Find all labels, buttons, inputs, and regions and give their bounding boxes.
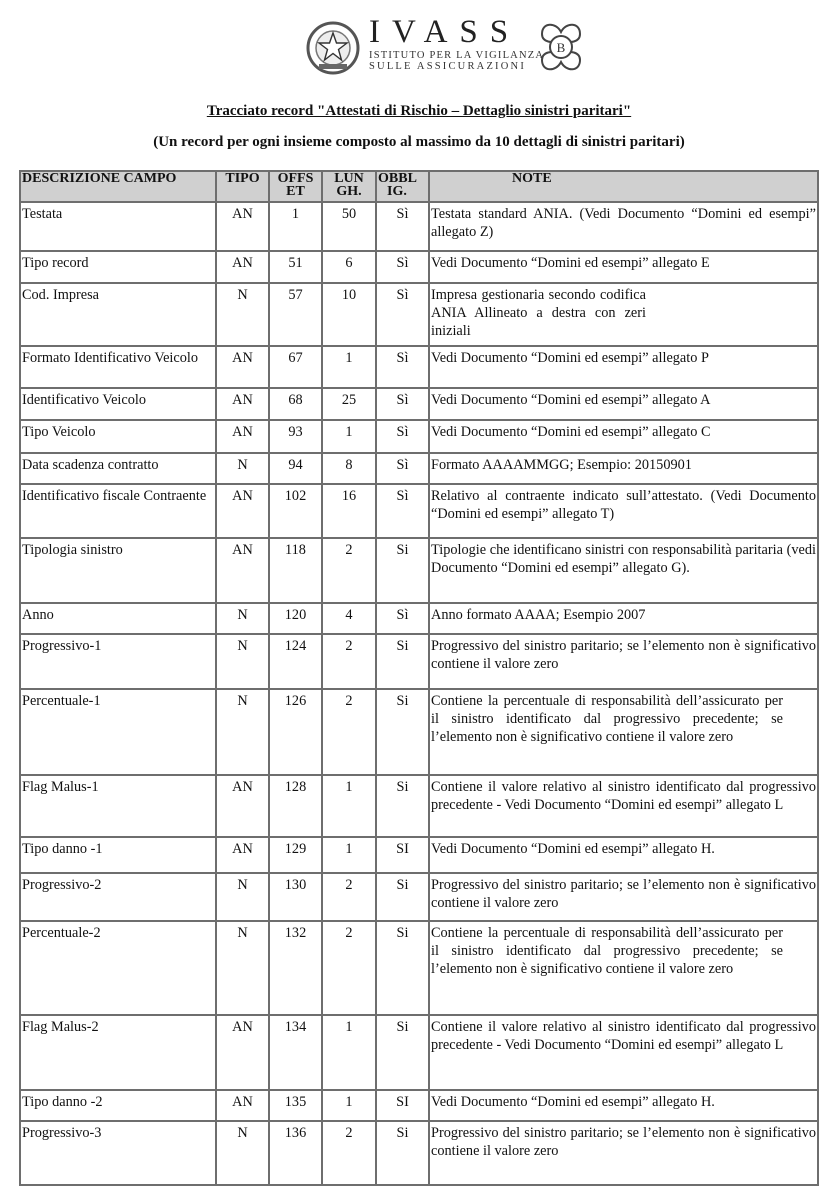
cell-tipo: AN (216, 484, 269, 538)
ivass-logo (305, 14, 566, 80)
cell-offset: 94 (269, 453, 322, 484)
note-text: Contiene la percentuale di responsabilità dell’assicurato per il sinistro identificato dal progressivo precedente; se l’elemento non è significativo contiene il valore zero (431, 925, 783, 977)
cell-tipo: AN (216, 775, 269, 837)
cell-obbligatorio: Sì (376, 484, 429, 538)
cell-tipo: AN (216, 420, 269, 453)
cell-tipo: N (216, 921, 269, 1015)
cell-note (429, 251, 818, 283)
table-row (20, 775, 818, 837)
cell-tipo: N (216, 873, 269, 921)
cell-obbligatorio: Si (376, 775, 429, 837)
cell-tipo: N (216, 283, 269, 346)
table-row (20, 346, 818, 388)
cell-tipo: AN (216, 202, 269, 251)
cell-note (429, 921, 818, 1015)
cell-offset: 67 (269, 346, 322, 388)
cell-tipo: AN (216, 837, 269, 873)
cell-note (429, 1015, 818, 1090)
cell-descrizione: Flag Malus-2 (20, 1015, 216, 1090)
cell-descrizione: Progressivo-2 (20, 873, 216, 921)
cell-obbligatorio: Sì (376, 453, 429, 484)
cell-note (429, 1121, 818, 1185)
cell-offset: 93 (269, 420, 322, 453)
cell-offset: 120 (269, 603, 322, 634)
cell-obbligatorio: Sì (376, 202, 429, 251)
cell-descrizione: Cod. Impresa (20, 283, 216, 346)
cell-obbligatorio: SI (376, 1090, 429, 1121)
cell-descrizione: Progressivo-3 (20, 1121, 216, 1185)
cell-lunghezza: 2 (322, 921, 376, 1015)
table-header-row (20, 171, 818, 202)
note-text: Progressivo del sinistro paritario; se l’elemento non è significativo contiene il valore zero (431, 877, 816, 911)
cell-descrizione: Tipo Veicolo (20, 420, 216, 453)
cell-offset: 57 (269, 283, 322, 346)
cell-lunghezza: 50 (322, 202, 376, 251)
cell-note (429, 837, 818, 873)
note-text: Contiene il valore relativo al sinistro identificato dal progressivo precedente - Vedi Documento “Domini ed esempi” allegato L (431, 779, 816, 813)
cell-lunghezza: 1 (322, 420, 376, 453)
table-row (20, 420, 818, 453)
table-row (20, 388, 818, 420)
cell-descrizione: Tipologia sinistro (20, 538, 216, 603)
note-text: Relativo al contraente indicato sull’attestato. (Vedi Documento “Domini ed esempi” allegato T) (431, 488, 816, 522)
cell-lunghezza: 10 (322, 283, 376, 346)
cell-offset: 135 (269, 1090, 322, 1121)
note-text: Vedi Documento “Domini ed esempi” allegato H. (431, 1094, 715, 1110)
cell-obbligatorio: Si (376, 634, 429, 689)
cell-descrizione: Tipo danno -1 (20, 837, 216, 873)
note-text: Contiene il valore relativo al sinistro identificato dal progressivo precedente - Vedi Documento “Domini ed esempi” allegato L (431, 1019, 816, 1053)
cell-offset: 68 (269, 388, 322, 420)
table-row (20, 484, 818, 538)
record-layout-table (19, 170, 819, 1186)
cell-obbligatorio: Si (376, 921, 429, 1015)
logo-subtitle-1: ISTITUTO PER LA VIGILANZA (369, 50, 545, 61)
cell-obbligatorio: Si (376, 873, 429, 921)
cell-lunghezza: 2 (322, 1121, 376, 1185)
cell-descrizione: Identificativo Veicolo (20, 388, 216, 420)
col-header-offset (269, 171, 322, 202)
cell-offset: 128 (269, 775, 322, 837)
cell-lunghezza: 1 (322, 1015, 376, 1090)
logo-wordmark: IVASS (369, 14, 521, 50)
cell-tipo: N (216, 603, 269, 634)
cell-obbligatorio: SI (376, 837, 429, 873)
document-title: Tracciato record "Attestati di Rischio – Dettaglio sinistri paritari" (206, 103, 632, 119)
logo-subtitle-2: SULLE ASSICURAZIONI (369, 61, 527, 72)
cell-offset: 124 (269, 634, 322, 689)
svg-text:B: B (556, 40, 566, 55)
banca-italia-emblem-icon (538, 18, 584, 76)
cell-lunghezza: 8 (322, 453, 376, 484)
col-header-lungh-l2: GH. (336, 183, 362, 199)
cell-descrizione: Anno (20, 603, 216, 634)
cell-lunghezza: 2 (322, 634, 376, 689)
cell-note (429, 202, 818, 251)
cell-tipo: N (216, 1121, 269, 1185)
note-text: Anno formato AAAA; Esempio 2007 (431, 607, 646, 623)
cell-lunghezza: 2 (322, 538, 376, 603)
table-row (20, 1090, 818, 1121)
cell-lunghezza: 4 (322, 603, 376, 634)
note-text: Progressivo del sinistro paritario; se l’elemento non è significativo contiene il valore zero (431, 638, 816, 672)
table-row (20, 603, 818, 634)
cell-obbligatorio: Sì (376, 603, 429, 634)
cell-note (429, 453, 818, 484)
cell-descrizione: Formato Identificativo Veicolo (20, 346, 216, 388)
cell-tipo: AN (216, 1090, 269, 1121)
cell-tipo: AN (216, 388, 269, 420)
table-row (20, 921, 818, 1015)
cell-lunghezza: 1 (322, 775, 376, 837)
cell-offset: 1 (269, 202, 322, 251)
table-row (20, 453, 818, 484)
note-text: Testata standard ANIA. (Vedi Documento “Domini ed esempi” allegato Z) (431, 206, 816, 240)
note-text: Contiene la percentuale di responsabilità dell’assicurato per il sinistro identificato dal progressivo precedente; se l’elemento non è significativo contiene il valore zero (431, 693, 783, 745)
note-text: Vedi Documento “Domini ed esempi” allegato A (431, 392, 711, 408)
cell-note (429, 873, 818, 921)
cell-note (429, 538, 818, 603)
cell-obbligatorio: Si (376, 1121, 429, 1185)
table-row (20, 634, 818, 689)
cell-descrizione: Percentuale-2 (20, 921, 216, 1015)
cell-tipo: AN (216, 346, 269, 388)
note-text: Formato AAAAMMGG; Esempio: 20150901 (431, 457, 692, 473)
table-row (20, 251, 818, 283)
cell-lunghezza: 25 (322, 388, 376, 420)
cell-obbligatorio: Sì (376, 388, 429, 420)
cell-tipo: N (216, 689, 269, 775)
cell-lunghezza: 1 (322, 346, 376, 388)
cell-note (429, 346, 818, 388)
cell-descrizione: Testata (20, 202, 216, 251)
cell-offset: 129 (269, 837, 322, 873)
cell-obbligatorio: Si (376, 538, 429, 603)
cell-descrizione: Data scadenza contratto (20, 453, 216, 484)
cell-offset: 51 (269, 251, 322, 283)
cell-tipo: AN (216, 1015, 269, 1090)
cell-descrizione: Tipo danno -2 (20, 1090, 216, 1121)
col-header-obbligatorio (376, 171, 429, 202)
cell-obbligatorio: Sì (376, 346, 429, 388)
cell-offset: 136 (269, 1121, 322, 1185)
cell-note (429, 388, 818, 420)
col-header-offset-l1: OFFS (277, 171, 314, 186)
cell-offset: 118 (269, 538, 322, 603)
cell-note (429, 484, 818, 538)
col-header-lunghezza (322, 171, 376, 202)
cell-obbligatorio: Si (376, 1015, 429, 1090)
cell-offset: 132 (269, 921, 322, 1015)
col-header-lungh-l1: LUN (334, 171, 364, 186)
cell-note (429, 283, 818, 346)
table-row (20, 837, 818, 873)
cell-tipo: N (216, 453, 269, 484)
cell-note (429, 1090, 818, 1121)
col-header-note: NOTE (429, 171, 818, 202)
cell-descrizione: Tipo record (20, 251, 216, 283)
cell-tipo: AN (216, 538, 269, 603)
cell-offset: 134 (269, 1015, 322, 1090)
table-row (20, 873, 818, 921)
col-header-descrizione: DESCRIZIONE CAMPO (20, 171, 216, 202)
cell-tipo: AN (216, 251, 269, 283)
cell-descrizione: Progressivo-1 (20, 634, 216, 689)
table-row (20, 283, 818, 346)
cell-lunghezza: 6 (322, 251, 376, 283)
cell-descrizione: Identificativo fiscale Contraente (20, 484, 216, 538)
cell-offset: 130 (269, 873, 322, 921)
cell-note (429, 775, 818, 837)
note-text: Tipologie che identificano sinistri con responsabilità paritaria (vedi Documento “Domini ed esempi” allegato G). (431, 542, 816, 576)
note-text: Progressivo del sinistro paritario; se l’elemento non è significativo contiene il valore zero (431, 1125, 816, 1159)
cell-obbligatorio: Si (376, 689, 429, 775)
note-text: Vedi Documento “Domini ed esempi” allegato P (431, 350, 709, 366)
cell-tipo: N (216, 634, 269, 689)
cell-offset: 102 (269, 484, 322, 538)
table-row (20, 1015, 818, 1090)
cell-descrizione: Percentuale-1 (20, 689, 216, 775)
cell-note (429, 634, 818, 689)
cell-offset: 126 (269, 689, 322, 775)
note-text: Vedi Documento “Domini ed esempi” allegato E (431, 255, 710, 271)
table-row (20, 689, 818, 775)
table-row (20, 202, 818, 251)
cell-note (429, 603, 818, 634)
col-header-obblig-l1: OBBL (378, 171, 417, 186)
cell-obbligatorio: Sì (376, 251, 429, 283)
cell-lunghezza: 1 (322, 1090, 376, 1121)
cell-lunghezza: 16 (322, 484, 376, 538)
cell-descrizione: Flag Malus-1 (20, 775, 216, 837)
col-header-offset-l2: ET (286, 183, 305, 199)
cell-obbligatorio: Sì (376, 420, 429, 453)
table-row (20, 538, 818, 603)
table-row (20, 1121, 818, 1185)
italian-republic-emblem-icon (305, 20, 361, 76)
cell-note (429, 689, 818, 775)
col-header-obblig-l2: IG. (387, 183, 407, 199)
col-header-tipo: TIPO (216, 171, 269, 202)
cell-note (429, 420, 818, 453)
note-text: Impresa gestionaria secondo codifica ANIA Allineato a destra con zeri iniziali (431, 287, 646, 339)
note-text: Vedi Documento “Domini ed esempi” allegato C (431, 424, 711, 440)
cell-obbligatorio: Sì (376, 283, 429, 346)
cell-lunghezza: 1 (322, 837, 376, 873)
document-subtitle: (Un record per ogni insieme composto al massimo da 10 dettagli di sinistri paritari) (153, 134, 685, 150)
note-text: Vedi Documento “Domini ed esempi” allegato H. (431, 841, 715, 857)
cell-lunghezza: 2 (322, 689, 376, 775)
cell-lunghezza: 2 (322, 873, 376, 921)
